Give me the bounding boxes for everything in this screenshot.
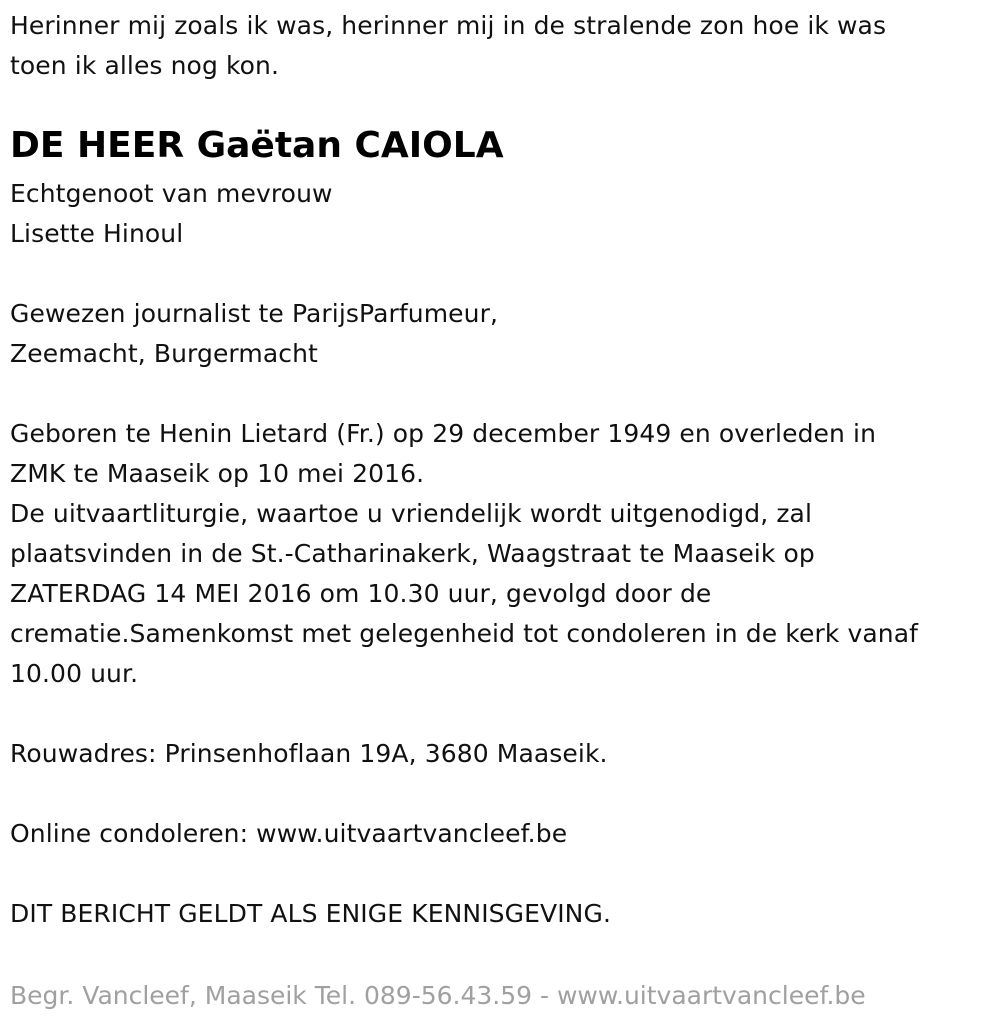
spouse-line: Echtgenoot van mevrouw [10, 179, 333, 208]
career-line: Zeemacht, Burgermacht [10, 339, 318, 368]
details-line: De uitvaartliturgie, waartoe u vriendelijk wordt uitgenodigd, zal [10, 499, 813, 528]
online-condolences [10, 814, 567, 854]
spouse-info [10, 174, 333, 254]
career-info [10, 294, 498, 374]
address-line: Rouwadres: Prinsenhoflaan 19A, 3680 Maaseik. [10, 739, 608, 768]
details-line: ZMK te Maaseik op 10 mei 2016. [10, 459, 425, 488]
details-line: crematie.Samenkomst met gelegenheid tot condoleren in de kerk vanaf [10, 619, 919, 648]
funeral-home-footer: Begr. Vancleef, Maaseik Tel. 089-56.43.59 - www.uitvaartvancleef.be [10, 981, 866, 1010]
online-line: Online condoleren: www.uitvaartvancleef.be [10, 819, 568, 848]
career-line: Gewezen journalist te ParijsParfumeur, [10, 299, 499, 328]
details-line: Geboren te Henin Lietard (Fr.) op 29 december 1949 en overleden in [10, 419, 877, 448]
notice-line: DIT BERICHT GELDT ALS ENIGE KENNISGEVING. [10, 899, 611, 928]
official-notice [10, 894, 611, 934]
details-line: plaatsvinden in de St.-Catharinakerk, Waagstraat te Maaseik op [10, 539, 815, 568]
spouse-line: Lisette Hinoul [10, 219, 184, 248]
details-line: ZATERDAG 14 MEI 2016 om 10.30 uur, gevolgd door de [10, 579, 712, 608]
funeral-details [10, 414, 918, 694]
memorial-quote [10, 6, 886, 86]
details-line: 10.00 uur. [10, 659, 139, 688]
quote-line: Herinner mij zoals ik was, herinner mij in de stralende zon hoe ik was [10, 11, 887, 40]
deceased-name: DE HEER Gaëtan CAIOLA [10, 125, 504, 166]
quote-line: toen ik alles nog kon. [10, 51, 280, 80]
mourning-address [10, 734, 608, 774]
